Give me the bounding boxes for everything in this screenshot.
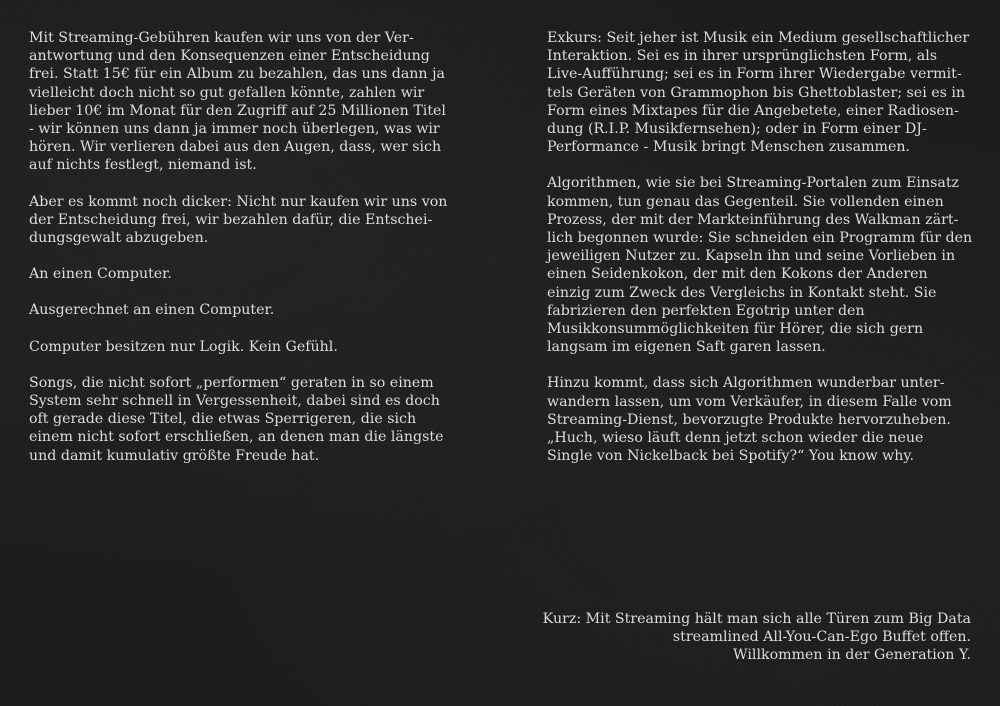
closing-line: Kurz: Mit Streaming hält man sich alle Türen zum Big Data — [542, 611, 971, 627]
closing-line: Willkommen in der Generation Y. — [733, 647, 971, 664]
paragraph: Computer besitzen nur Logik. Kein Gefühl. — [29, 338, 338, 355]
paragraph: Ausgerechnet an einen Computer. — [29, 302, 275, 319]
paragraph: Hinzu kommt, dass sich Algorithmen wunderbar unterwandern lassen, um vom Verkäufer, in diesem Falle vom Streaming-Dienst, bevorzugte Produkte hervorzuheben. „Huch, wieso läuft denn jetzt schon wieder die neue Single von Nickelback bei Spotify?“ You know why. — [547, 375, 952, 465]
left-column — [29, 29, 455, 483]
paragraph: Algorithmen, wie sie bei Streaming-Portalen zum Einsatz kommen, tun genau das Gegenteil. Sie vollenden einen Prozess, der mit der Markteinführung des Walkman zärtlich begonnen wurde: Sie schneiden ein Programm für den jeweiligen Nutzer zu. Kapseln ihn und seine Vorlieben in einen Seidenkokon, der mit den Kokons der Anderen einzig zum Zweck des Vergleichs in Kontakt steht. Sie fabrizieren den perfekten Egotrip unter den Musikkonsummöglichkeiten für Hörer, die sich gern langsam im eigenen Saft garen lassen. — [547, 175, 973, 356]
paragraph: Aber es kommt noch dicker: Nicht nur kaufen wir uns von der Entscheidung frei, wir bezahlen dafür, die Entscheidungsgewalt abzugeben. — [29, 193, 448, 247]
paragraph: Exkurs: Seit jeher ist Musik ein Medium gesellschaftlicher Interaktion. Sei es in ihrer ursprünglichsten Form, als Live-Aufführung; sei es in Form ihrer Wiedergabe vermittels Geräten von Grammophon bis Ghettoblaster; sei es in Form eines Mixtapes für die Angebetete, einer Radiosendung (R.I.P. Musikfernsehen); oder in Form einer DJ-Performance - Musik bringt Menschen zusammen. — [547, 30, 970, 156]
paragraph: Mit Streaming-Gebühren kaufen wir uns von der Verantwortung und den Konsequenzen einer Entscheidung frei. Statt 15€ für ein Album zu bezahlen, das uns dann ja vielleicht doch nicht so gut gefallen könnte, zahlen wir lieber 10€ im Monat für den Zugriff auf 25 Millionen Titel - wir können uns dann ja immer noch überlegen, was wir hören. Wir verlieren dabei aus den Augen, dass, wer sich auf nichts festlegt, niemand ist. — [29, 30, 446, 174]
closing-line: streamlined All-You-Can-Ego Buffet offen. — [672, 629, 971, 646]
closing-statement — [531, 610, 971, 665]
right-column — [547, 29, 973, 483]
paragraph: Songs, die nicht sofort „performen“ geraten in so einem System sehr schnell in Vergessenheit, dabei sind es doch oft gerade diese Titel, die etwas Sperrigeren, die sich einem nicht sofort erschließen, an denen man die längste und damit kumulativ größte Freude hat. — [29, 374, 444, 464]
paragraph: An einen Computer. — [29, 266, 172, 283]
